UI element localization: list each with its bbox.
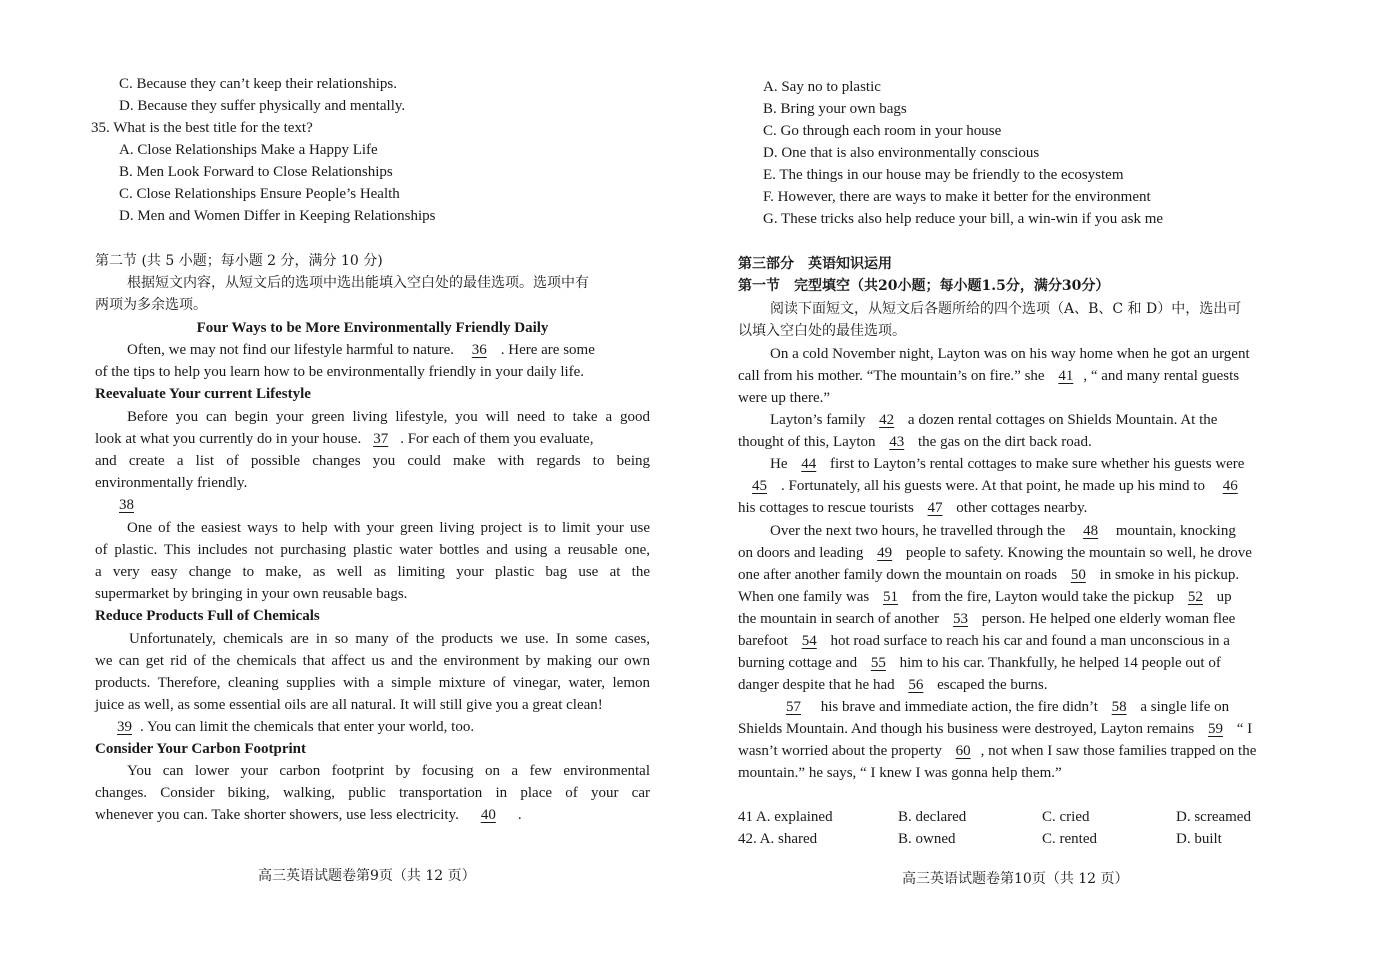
- story-p2-line-2: thought of this, Layton 43 the gas on the dirt back road.: [738, 431, 1092, 453]
- option-a: A. Say no to plastic: [763, 79, 881, 95]
- story-p4-line-1: Over the next two hours, he travelled through the 48 mountain, knocking: [770, 520, 1236, 542]
- option-e: E. The things in our house may be friendly to the ecosystem: [763, 167, 1124, 183]
- q35-option-d: D. Men and Women Differ in Keeping Relationships: [119, 208, 436, 224]
- option-d: D. One that is also environmentally conscious: [763, 145, 1040, 161]
- q41-option-d[interactable]: D. screamed: [1176, 809, 1251, 825]
- part-title: 第三部分 英语知识运用: [738, 256, 892, 272]
- blank-48: 48: [1083, 523, 1099, 539]
- blank-52: 52: [1187, 589, 1203, 605]
- q42-option-b[interactable]: B. owned: [898, 831, 956, 847]
- story-p4-line-7: burning cottage and 55 him to his car. Thankfully, he helped 14 people out of: [738, 652, 1221, 674]
- paragraph-2-line-4: environmentally friendly.: [95, 475, 248, 491]
- option-g: G. These tricks also help reduce your bill, a win-win if you ask me: [763, 211, 1164, 227]
- q35-stem: 35. What is the best title for the text?: [91, 120, 313, 136]
- blank-39: 39: [117, 719, 132, 735]
- blank-36: 36: [471, 342, 487, 358]
- blank-40: 40: [480, 807, 496, 823]
- blank-57: 57: [786, 699, 801, 715]
- paragraph-4-line-3: products. Therefore, cleaning supplies with a simple mixture of vinegar, water, lemon: [95, 675, 650, 691]
- paragraph-4-line-2: we can get rid of the chemicals that affect us and the environment by making our own: [95, 653, 650, 669]
- story-p1-line-3: were up there.”: [738, 390, 831, 406]
- blank-42: 42: [879, 412, 895, 428]
- option-b: B. Bring your own bags: [763, 101, 907, 117]
- story-p4-line-3: one after another family down the mountain on roads 50 in smoke in his pickup.: [738, 564, 1239, 586]
- paragraph-3-line-3: a very easy change to make, as well as limiting your plastic bag use at the: [95, 564, 650, 580]
- blank-45: 45: [752, 478, 767, 494]
- paragraph-5-line-1: You can lower your carbon footprint by focusing on a few environmental: [127, 763, 650, 779]
- page-footer: 高三英语试题卷第9页（共 12 页）: [258, 868, 476, 884]
- q42-option-a[interactable]: 42. A. shared: [738, 831, 818, 847]
- paragraph-1-line-2: of the tips to help you learn how to be environmentally friendly in your daily life.: [95, 364, 585, 380]
- story-p4-line-5: the mountain in search of another 53 person. He helped one elderly woman flee: [738, 608, 1235, 630]
- instructions-line-2: 以填入空白处的最佳选项。: [738, 323, 906, 339]
- paragraph-3-line-4: supermarket by bringing in your own reusable bags.: [95, 586, 408, 602]
- blank-50: 50: [1070, 567, 1086, 583]
- blank-58: 58: [1111, 699, 1127, 715]
- option-f: F. However, there are ways to make it better for the environment: [763, 189, 1151, 205]
- q41-option-a[interactable]: 41 A. explained: [738, 809, 833, 825]
- q34-option-d: D. Because they suffer physically and mentally.: [119, 98, 406, 114]
- blank-55: 55: [870, 655, 886, 671]
- right-page: [738, 0, 1296, 971]
- blank-38: 38: [119, 497, 134, 513]
- instructions-line-1: 阅读下面短文，从短文后各题所给的四个选项（A、B、C 和 D）中，选出可: [770, 301, 1242, 317]
- paragraph-2-line-1: Before you can begin your green living lifestyle, you will need to take a good: [127, 409, 650, 425]
- paragraph-3-line-1: One of the easiest ways to help with your green living project is to limit your use: [127, 520, 650, 536]
- q35-option-c: C. Close Relationships Ensure People’s Health: [119, 186, 400, 202]
- story-p4-line-2: on doors and leading 49 people to safety. Knowing the mountain so well, he drove: [738, 542, 1252, 564]
- story-p2-line-1: Layton’s family 42 a dozen rental cottages on Shields Mountain. At the: [770, 409, 1217, 431]
- story-p5-line-1: 57 his brave and immediate action, the fire didn’t 58 a single life on: [770, 696, 1229, 718]
- section-title: 第一节 完型填空（共20小题；每小题1.5分，满分30分）: [738, 278, 1110, 294]
- story-p4-line-6: barefoot 54 hot road surface to reach his car and found a man unconscious in a: [738, 630, 1230, 652]
- section-title: 第二节 (共 5 小题；每小题 2 分，满分 10 分): [95, 253, 383, 269]
- blank-49: 49: [877, 545, 893, 561]
- q41-option-c[interactable]: C. cried: [1042, 809, 1090, 825]
- blank-41: 41: [1058, 368, 1074, 384]
- story-p5-line-4: mountain.” he says, “ I knew I was gonna help them.”: [738, 765, 1062, 781]
- blank-53: 53: [952, 611, 968, 627]
- heading-carbon-footprint: Consider Your Carbon Footprint: [95, 741, 306, 757]
- heading-reduce-chemicals: Reduce Products Full of Chemicals: [95, 608, 320, 624]
- blank-38-line: [95, 494, 150, 516]
- q35-option-a: A. Close Relationships Make a Happy Life: [119, 142, 378, 158]
- blank-43: 43: [889, 434, 905, 450]
- story-p1-line-2: call from his mother. “The mountain’s on fire.” she 41 , “ and many rental guests: [738, 365, 1239, 387]
- story-p3-line-3: his cottages to rescue tourists 47 other cottages nearby.: [738, 497, 1087, 519]
- story-p3-line-2: 45 . Fortunately, all his guests were. At that point, he made up his mind to 46: [738, 475, 1252, 497]
- paragraph-2-line-2: look at what you currently do in your house. 37 . For each of them you evaluate,: [95, 428, 593, 450]
- blank-60: 60: [955, 743, 971, 759]
- blank-56: 56: [908, 677, 924, 693]
- q34-option-c: C. Because they can’t keep their relationships.: [119, 76, 397, 92]
- story-p1-line-1: On a cold November night, Layton was on his way home when he got an urgent: [770, 346, 1250, 362]
- heading-reevaluate: Reevaluate Your current Lifestyle: [95, 386, 311, 402]
- blank-37: 37: [373, 431, 389, 447]
- paragraph-5-line-3: whenever you can. Take shorter showers, use less electricity. 40 .: [95, 804, 522, 826]
- paragraph-4-line-5: 39 . You can limit the chemicals that enter your world, too.: [95, 716, 474, 738]
- option-c: C. Go through each room in your house: [763, 123, 1002, 139]
- instructions-line-1: 根据短文内容，从短文后的选项中选出能填入空白处的最佳选项。选项中有: [127, 275, 589, 291]
- left-page: [91, 0, 653, 971]
- page-footer: 高三英语试题卷第10页（共 12 页）: [902, 871, 1129, 887]
- blank-51: 51: [882, 589, 898, 605]
- paragraph-2-line-3: and create a list of possible changes you could make with regards to being: [95, 453, 650, 469]
- story-p3-line-1: He 44 first to Layton’s rental cottages to make sure whether his guests were: [770, 453, 1244, 475]
- paragraph-5-line-2: changes. Consider biking, walking, public transportation in place of your car: [95, 785, 650, 801]
- blank-46: 46: [1222, 478, 1238, 494]
- blank-59: 59: [1207, 721, 1223, 737]
- paragraph-3-line-2: of plastic. This includes not purchasing plastic water bottles and using a reusable one,: [95, 542, 650, 558]
- q41-option-b[interactable]: B. declared: [898, 809, 967, 825]
- paragraph-4-line-4: juice as well, as some essential oils are all natural. It will still give you a great clean!: [95, 697, 603, 713]
- story-p5-line-3: wasn’t worried about the property 60 , not when I saw those families trapped on the: [738, 740, 1256, 762]
- blank-44: 44: [801, 456, 817, 472]
- blank-54: 54: [801, 633, 817, 649]
- story-p5-line-2: Shields Mountain. And though his business were destroyed, Layton remains 59 “ I: [738, 718, 1252, 740]
- q42-option-c[interactable]: C. rented: [1042, 831, 1097, 847]
- instructions-line-2: 两项为多余选项。: [95, 297, 207, 313]
- q42-option-d[interactable]: D. built: [1176, 831, 1222, 847]
- paragraph-4-line-1: Unfortunately, chemicals are in so many of the products we use. In some cases,: [129, 631, 650, 647]
- story-p4-line-4: When one family was 51 from the fire, Layton would take the pickup 52 up: [738, 586, 1232, 608]
- blank-47: 47: [927, 500, 943, 516]
- paragraph-1-line-1: Often, we may not find our lifestyle harmful to nature. 36 . Here are some: [127, 339, 595, 361]
- story-p4-line-8: danger despite that he had 56 escaped the burns.: [738, 674, 1048, 696]
- q35-option-b: B. Men Look Forward to Close Relationships: [119, 164, 393, 180]
- passage-title: Four Ways to be More Environmentally Friendly Daily: [196, 320, 549, 336]
